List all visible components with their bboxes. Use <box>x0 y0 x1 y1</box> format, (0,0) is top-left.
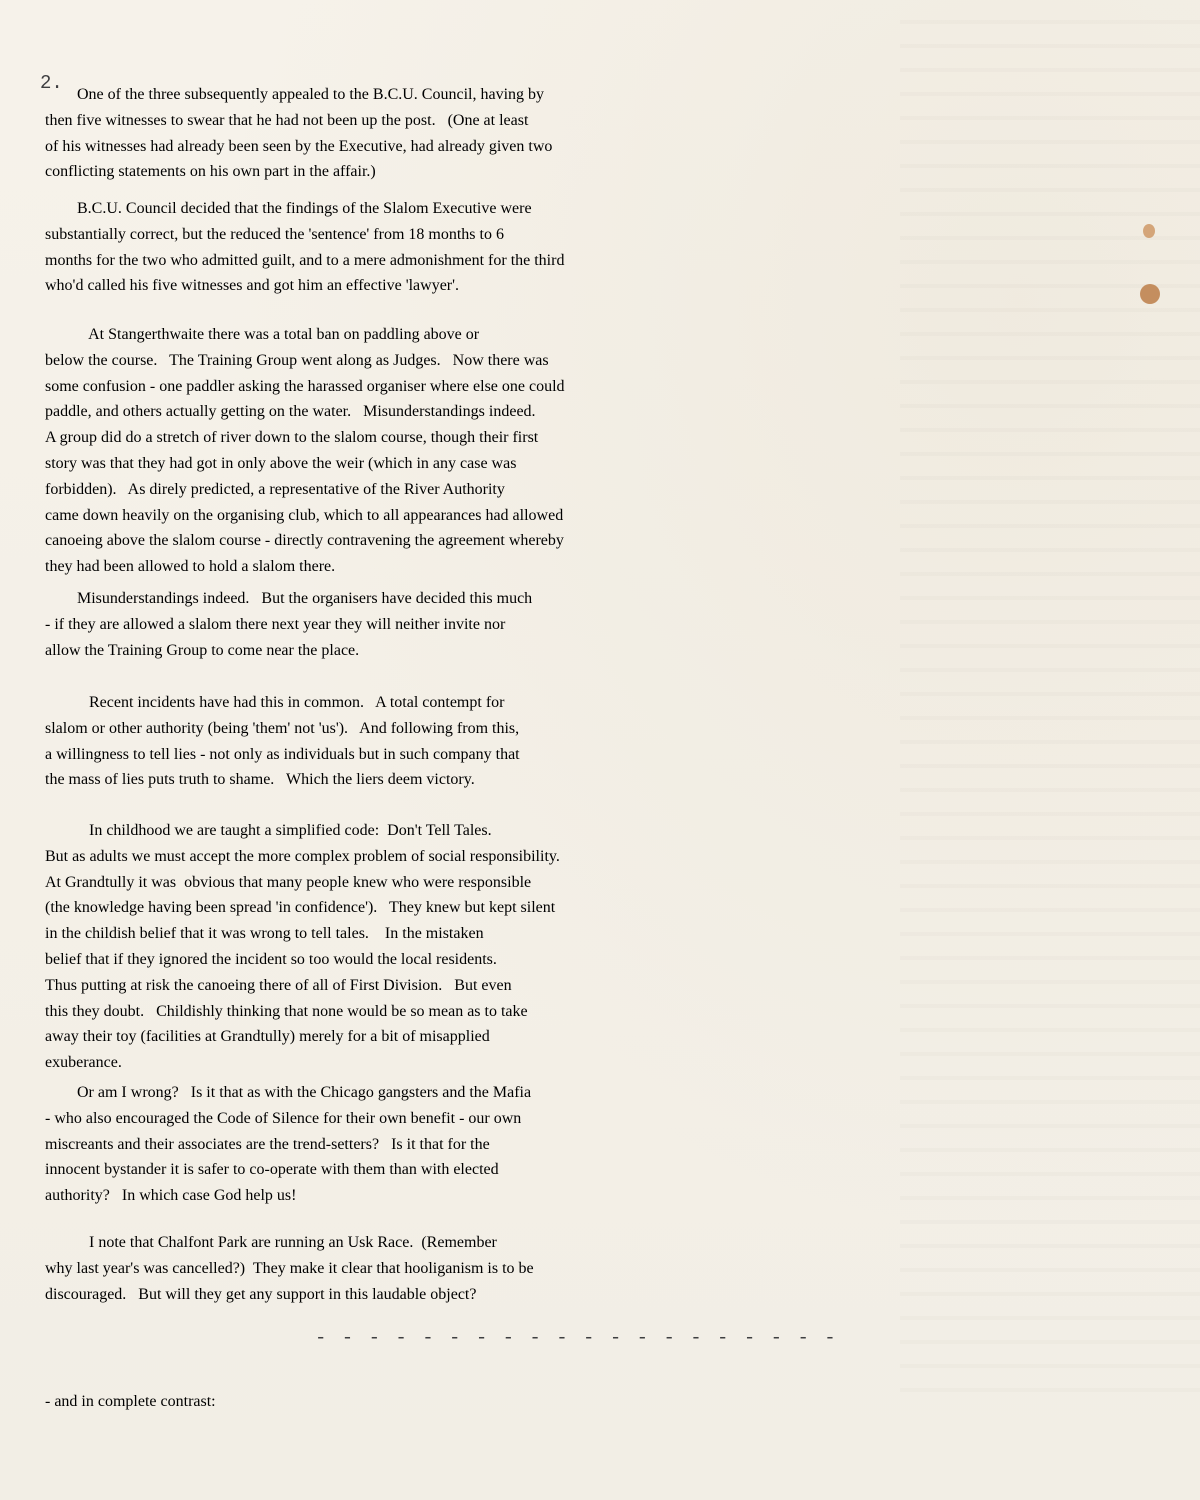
paragraph-recent-incidents <box>45 694 1045 797</box>
text-line: Recent incidents have had this in common. A total contempt for <box>45 694 505 711</box>
text-line: came down heavily on the organising club, which to all appearances had allowed <box>45 506 564 524</box>
text-line: then five witnesses to swear that he had not been up the post. (One at least <box>45 111 529 129</box>
rust-stain <box>1140 284 1160 304</box>
text-line: A group did do a stretch of river down to the slalom course, though their first <box>45 429 539 447</box>
text-line: - if they are allowed a slalom there next year they will neither invite nor <box>45 615 506 633</box>
text-line: canoeing above the slalom course - directly contravening the agreement whereby <box>45 532 564 550</box>
text-line: At Grandtully it was obvious that many people knew who were responsible <box>45 873 532 891</box>
text-line: One of the three subsequently appealed to the B.C.U. Council, having by <box>45 86 545 103</box>
text-line: in the childish belief that it was wrong to tell tales. In the mistaken <box>45 925 484 943</box>
text-line: innocent bystander it is safer to co-operate with them than with elected <box>45 1161 499 1179</box>
text-line: paddle, and others actually getting on the water. Misunderstandings indeed. <box>45 403 536 421</box>
text-line: who'd called his five witnesses and got him an effective 'lawyer'. <box>45 277 460 295</box>
text-line: some confusion - one paddler asking the harassed organiser where else one could <box>45 377 565 395</box>
text-line: At Stangerthwaite there was a total ban on paddling above or <box>45 326 480 343</box>
text-line: substantially correct, but the reduced the 'sentence' from 18 months to 6 <box>45 225 504 243</box>
text-line: authority? In which case God help us! <box>45 1187 297 1205</box>
text-line: below the course. The Training Group went along as Judges. Now there was <box>45 351 549 369</box>
text-line: discouraged. But will they get any support in this laudable object? <box>45 1285 477 1303</box>
paragraph-childhood-code <box>45 822 1045 1080</box>
text-line: a willingness to tell lies - not only as individuals but in such company that <box>45 745 520 763</box>
text-line: miscreants and their associates are the trend-setters? Is it that for the <box>45 1135 490 1153</box>
text-line: - who also encouraged the Code of Silence for their own benefit - our own <box>45 1109 522 1127</box>
page-number: 2. <box>40 72 63 94</box>
text-line: Thus putting at risk the canoeing there of all of First Division. But even <box>45 976 512 994</box>
text-line: - and in complete contrast: <box>45 1393 216 1410</box>
paragraph-stangerthwaite <box>45 326 1045 584</box>
text-line: away their toy (facilities at Grandtully) merely for a bit of misapplied <box>45 1028 490 1046</box>
text-line: exuberance. <box>45 1054 122 1072</box>
text-line: why last year's was cancelled?) They make it clear that hooliganism is to be <box>45 1259 534 1277</box>
paragraph-council-decision <box>45 200 1045 303</box>
text-line: months for the two who admitted guilt, and to a mere admonishment for the third <box>45 251 565 269</box>
text-line: I note that Chalfont Park are running an Usk Race. (Remember <box>45 1234 497 1251</box>
text-line: belief that if they ignored the incident so too would the local residents. <box>45 950 497 968</box>
paragraph-or-am-i-wrong <box>45 1084 1045 1213</box>
text-line: conflicting statements on his own part in the affair.) <box>45 163 376 181</box>
text-line: story was that they had got in only above the weir (which in any case was <box>45 454 517 472</box>
section-divider: - - - - - - - - - - - - - - - - - - - - <box>315 1327 838 1349</box>
text-line: Or am I wrong? Is it that as with the Chicago gangsters and the Mafia <box>45 1084 532 1101</box>
paragraph-misunderstandings <box>45 590 1045 667</box>
text-line: (the knowledge having been spread 'in confidence'). They knew but kept silent <box>45 899 556 917</box>
text-line: of his witnesses had already been seen by the Executive, had already given two <box>45 137 553 155</box>
text-line: In childhood we are taught a simplified code: Don't Tell Tales. <box>45 822 492 839</box>
text-line: Misunderstandings indeed. But the organisers have decided this much <box>45 590 533 607</box>
text-line: slalom or other authority (being 'them' not 'us'). And following from this, <box>45 719 520 737</box>
rust-stain <box>1143 224 1155 238</box>
text-line: forbidden). As direly predicted, a representative of the River Authority <box>45 480 505 498</box>
paragraph-bcu-appeal <box>45 86 1045 189</box>
paragraph-chalfont-park <box>45 1234 1045 1311</box>
text-line: allow the Training Group to come near the place. <box>45 641 360 659</box>
text-line: But as adults we must accept the more complex problem of social responsibility. <box>45 847 560 865</box>
text-line: the mass of lies puts truth to shame. Which the liers deem victory. <box>45 771 475 789</box>
text-line: B.C.U. Council decided that the findings of the Slalom Executive were <box>45 200 532 217</box>
text-line: this they doubt. Childishly thinking that none would be so mean as to take <box>45 1002 528 1020</box>
text-line: they had been allowed to hold a slalom there. <box>45 558 336 576</box>
closing-line <box>45 1393 1045 1419</box>
